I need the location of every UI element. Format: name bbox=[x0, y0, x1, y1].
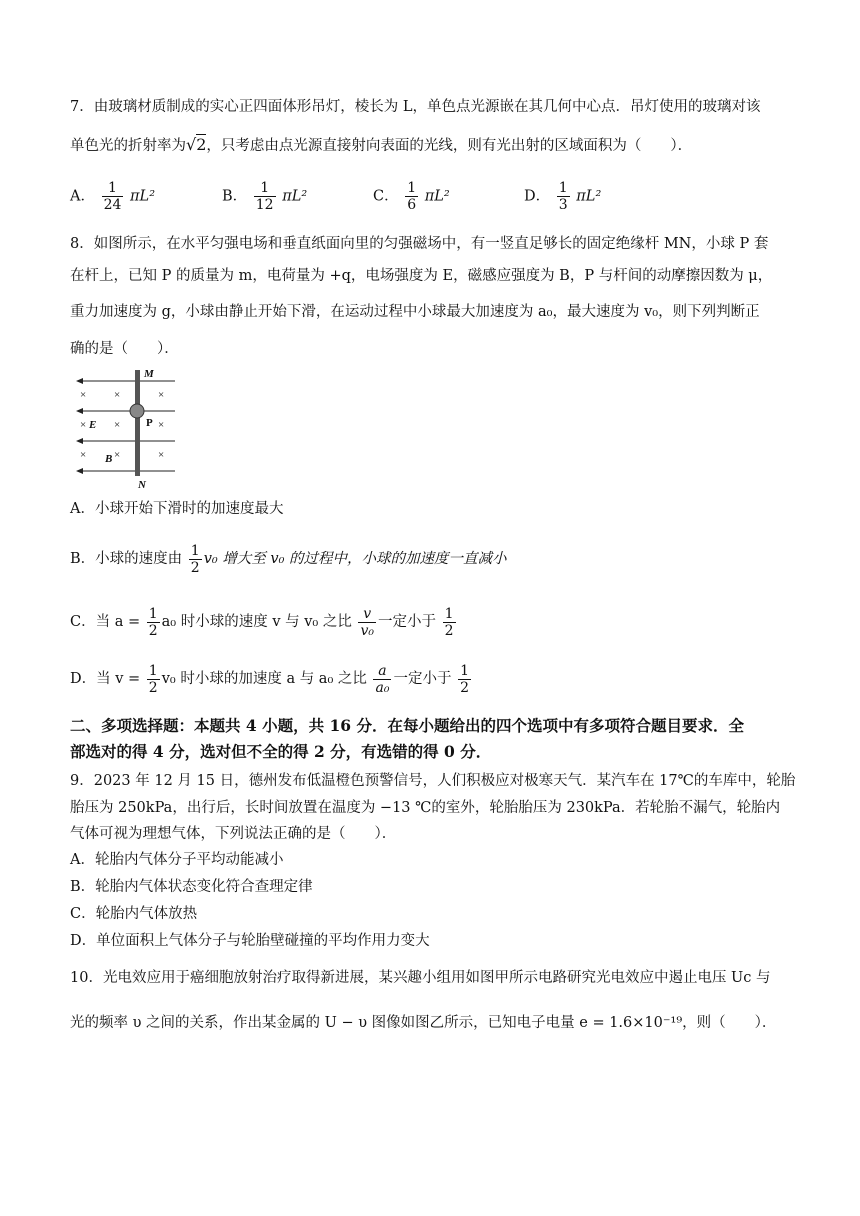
q7-line-2-end: ，只考虑由点光源直接射向表面的光线，则有光出射的区域面积为（ ）． bbox=[206, 138, 693, 154]
fraction-half: $\frac{1}{2}$ bbox=[148, 605, 158, 639]
q9-option-d[interactable]: D．单位面积上气体分子与轮胎壁碰撞的平均作用力变大 bbox=[70, 933, 430, 949]
q7-line-2-start: 单色光的折射率为 bbox=[70, 138, 186, 154]
fraction-half: $\frac{1}{2}$ bbox=[460, 662, 469, 696]
cross-mark: × bbox=[80, 449, 87, 461]
cross-mark: × bbox=[158, 389, 165, 401]
q8-option-c[interactable]: C．当 a = $\frac{1}{2}$ a₀ 时小球的速度 v 与 v₀ 之比 $\frac{v}{\text{v₀}}$ 一定小于 $\frac{1}{2}$ bbox=[70, 605, 454, 639]
fraction: $\frac{1}{12}$ bbox=[255, 180, 274, 213]
fraction-half: $\frac{1}{2}$ bbox=[148, 662, 158, 696]
q9-option-c[interactable]: C．轮胎内气体放热 bbox=[70, 906, 198, 922]
q8-option-d[interactable]: D．当 v = $\frac{1}{2}$ v₀ 时小球的加速度 a 与 a₀ 之比 $\frac{a}{\text{a₀}}$ 一定小于 $\frac{1}{2}$ bbox=[70, 662, 469, 696]
fraction: $\frac{1}{24}$ bbox=[103, 180, 122, 213]
field-diagram bbox=[72, 366, 182, 490]
q8-option-b[interactable]: B．小球的速度由 $\frac{1}{2}$ v₀ 增大至 v₀ 的过程中，小球的加速度一直减小 bbox=[70, 542, 507, 576]
q10-line-2: 光的频率 υ 之间的关系，作出某金属的 U − υ 图像如图乙所示，已知电子电量 e = 1.6×10⁻¹⁹，则（ ）． bbox=[70, 1015, 777, 1031]
q9-option-a[interactable]: A．轮胎内气体分子平均动能减小 bbox=[70, 852, 284, 868]
fraction-half: $\frac{1}{2}$ bbox=[444, 605, 454, 639]
q8-line-1: 8．如图所示，在水平匀强电场和垂直纸面向里的匀强磁场中，有一竖直足够长的固定绝缘杆 MN，小球 P 套 bbox=[70, 236, 769, 252]
q7-option-a[interactable]: A． $\frac{1}{24}$ πL² bbox=[70, 180, 156, 213]
cross-mark: × bbox=[114, 449, 121, 461]
q7-line-1: 7．由玻璃材质制成的实心正四面体形吊灯，棱长为 L，单色点光源嵌在其几何中心点．吊灯使用的玻璃对该 bbox=[70, 99, 761, 115]
label-m: M bbox=[144, 368, 154, 380]
section-heading-line-2: 部选对的得 4 分，选对但不全的得 2 分，有选错的得 0 分． bbox=[70, 742, 492, 761]
cross-mark: × bbox=[158, 419, 165, 431]
q7-line-2 bbox=[70, 137, 692, 154]
q8-line-4: 确的是（ ）． bbox=[70, 341, 179, 357]
q10-line-1: 10．光电效应用于癌细胞放射治疗取得新进展，某兴趣小组用如图甲所示电路研究光电效应中遏止电压 Uc 与 bbox=[70, 970, 771, 986]
fraction: $\frac{1}{6}$ bbox=[407, 180, 417, 213]
section-heading-line-1: 二、多项选择题：本题共 4 小题，共 16 分．在每小题给出的四个选项中有多项符合题目要求．全 bbox=[70, 716, 744, 735]
q7-option-b[interactable]: B． $\frac{1}{12}$ πL² bbox=[222, 180, 308, 213]
fraction-v-over-v0: $\frac{v}{\text{v₀}}$ bbox=[360, 605, 374, 639]
label-n: N bbox=[138, 479, 146, 490]
label-p: P bbox=[146, 417, 153, 429]
q9-line-1: 9．2023 年 12 月 15 日，德州发布低温橙色预警信号，人们积极应对极寒天气．某汽车在 17℃的车库中，轮胎 bbox=[70, 773, 796, 789]
q8-line-2: 在杆上，已知 P 的质量为 m，电荷量为 +q，电场强度为 E，磁感应强度为 B，P 与杆间的动摩擦因数为 μ， bbox=[70, 268, 773, 284]
q8-option-a[interactable]: A．小球开始下滑时的加速度最大 bbox=[70, 501, 284, 517]
q9-line-3: 气体可视为理想气体，下列说法正确的是（ ）． bbox=[70, 826, 397, 842]
label-e: E bbox=[89, 419, 97, 431]
cross-mark: × bbox=[80, 419, 87, 431]
q9-option-b[interactable]: B．轮胎内气体状态变化符合查理定律 bbox=[70, 879, 313, 895]
fraction-a-over-a0: $\frac{a}{\text{a₀}}$ bbox=[375, 662, 390, 696]
cross-mark: × bbox=[114, 389, 121, 401]
cross-mark: × bbox=[114, 419, 121, 431]
cross-mark: × bbox=[80, 389, 87, 401]
fraction: $\frac{1}{3}$ bbox=[558, 180, 568, 213]
label-b: B bbox=[105, 453, 113, 465]
cross-mark: × bbox=[158, 449, 165, 461]
q7-option-d[interactable]: D． $\frac{1}{3}$ πL² bbox=[524, 180, 602, 213]
q7-option-c[interactable]: C． $\frac{1}{6}$ πL² bbox=[373, 180, 450, 213]
q9-line-2: 胎压为 250kPa，出行后，长时间放置在温度为 −13 ℃的室外，轮胎胎压为 230kPa．若轮胎不漏气，轮胎内 bbox=[70, 800, 781, 816]
sqrt-two: √2 bbox=[186, 135, 207, 154]
fraction-half: $\frac{1}{2}$ bbox=[190, 542, 200, 576]
q8-line-3: 重力加速度为 g，小球由静止开始下滑，在运动过程中小球最大加速度为 a₀，最大速度为 v₀，则下列判断正 bbox=[70, 304, 760, 320]
